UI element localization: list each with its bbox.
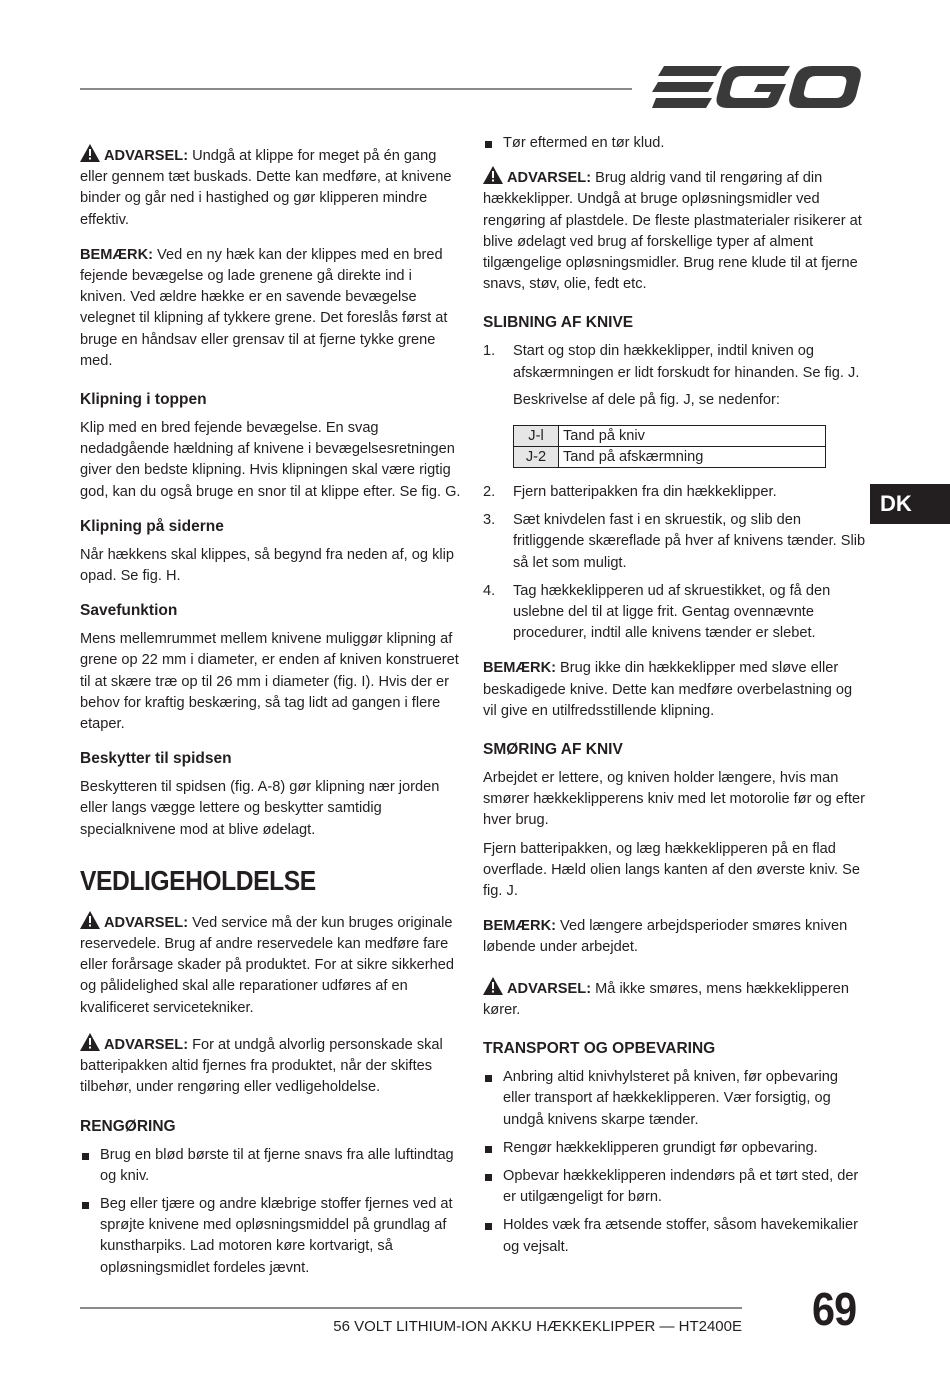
warning-icon	[483, 977, 503, 995]
step-text: Sæt knivdelen fast i en skruestik, og slib den fritliggende skæreflade på hver af knivens tænder. Slib så let som muligt.	[513, 512, 866, 571]
warning-text: Ved service må der kun bruges originale reservedele. Brug af andre reservedele kan medføre fare eller forårsage skader på produktet. For at sikre sikkerhed og pålidelighed skal alle reparationer udføres af en kvalificeret servicetekniker.	[80, 914, 454, 1016]
step-subtext: Beskrivelse af dele på fig. J, se nedenfor:	[513, 391, 780, 408]
part-code: J-2	[514, 447, 559, 468]
left-column	[80, 144, 462, 1293]
warning-label: ADVARSEL:	[104, 148, 189, 164]
transport-list	[483, 1067, 868, 1258]
note-label: BEMÆRK:	[483, 660, 556, 677]
text-saw-function: Mens mellemrummet mellem knivene muliggør klipning af grene op 22 mm i diameter, er enden af kniven konstrueret til at skære træ op til 26 mm i diameter (fig. I). Hvis der er behov for kraftig beskæring, så tag lidt ad gangen i flere etaper.	[80, 631, 459, 733]
warning-label: ADVARSEL:	[104, 1036, 189, 1053]
step-item	[483, 581, 868, 645]
step-number: 4.	[483, 582, 496, 599]
list-item: Beg eller tjære og andre klæbrige stoffer fjernes ved at sprøjte knivene med opløsningsmiddel på grundlag af kunstharpiks. Lad motoren køre kortvarigt, så opløsningsmidlet fordeles jævnt.	[80, 1194, 462, 1279]
sharpening-steps-cont	[483, 482, 868, 644]
step-number: 2.	[483, 484, 496, 501]
page-number: 69	[812, 1283, 857, 1335]
text-side-cutting: Når hækkens skal klippes, så begynd fra neden af, og klip opad. Se fig. H.	[80, 546, 454, 585]
heading-side-cutting: Klipning på siderne	[80, 517, 224, 535]
language-tab: DK	[870, 484, 950, 524]
step-text: Start og stop din hækkeklipper, indtil kniven og afskærmningen er lidt forskudt for hinanden. Se fig. J.	[513, 343, 860, 381]
warning-battery	[80, 1033, 462, 1099]
warning-text: Undgå at klippe for meget på én gang eller gennem tæt buskads. Dette kan medføre, at knivene binder og går ned i hastighed og gør klipperen mindre effektiv.	[80, 148, 452, 228]
note-dull-blades	[483, 658, 868, 722]
part-description: Tand på kniv	[559, 426, 826, 447]
sharpening-steps	[483, 341, 868, 411]
warning-label: ADVARSEL:	[104, 914, 189, 931]
ego-logo	[650, 62, 862, 114]
note-text: Ved en ny hæk kan der klippes med en bred fejende bevægelse og lade grenene gå direkte ind i kniven. Ved ældre hække er en savende bevægelse velegnet til klipning af tykkere grene. Det foreslås først at bruge en håndsav eller grensav til at fjerne tykke grene med.	[80, 246, 448, 369]
note-label: BEMÆRK:	[80, 246, 153, 263]
warning-text: Brug aldrig vand til rengøring af din hækkeklipper. Undgå at bruge opløsningsmidler ved rengøring af plastdele. De fleste plastmaterialer risikerer at blive ødelagt ved brug af forskellige typer af alment tilgængelige opløsningsmidler. Brug rene klude til at fjerne snavs, støv, olie, fedt etc.	[483, 170, 862, 293]
warning-text: Må ikke smøres, mens hækkeklipperen kører.	[483, 980, 849, 1018]
parts-table	[513, 425, 826, 468]
warning-no-water	[483, 166, 868, 295]
heading-saw-function: Savefunktion	[80, 602, 178, 620]
warning-no-lube-running	[483, 977, 868, 1021]
part-description: Tand på afskærmning	[559, 447, 826, 468]
warning-overcut	[80, 144, 462, 231]
note-label: BEMÆRK:	[483, 918, 556, 935]
warning-text: For at undgå alvorlig personskade skal batteripakken altid fjernes fra produktet, når der skiftes tilbehør, under rengøring eller vedligeholdelse.	[80, 1036, 443, 1096]
list-item: Tør eftermed en tør klud.	[483, 133, 868, 154]
table-row	[514, 426, 826, 447]
heading-tip-protector: Beskytter til spidsen	[80, 750, 232, 768]
list-item: Holdes væk fra ætsende stoffer, såsom havekemikalier og vejsalt.	[483, 1215, 868, 1257]
part-code: J-l	[514, 426, 559, 447]
warning-icon	[80, 911, 100, 929]
table-row	[514, 447, 826, 468]
note-new-hedge	[80, 245, 462, 372]
heading-top-cutting: Klipning i toppen	[80, 391, 207, 409]
step-item	[483, 341, 868, 411]
warning-icon	[80, 144, 100, 162]
list-item: Anbring altid knivhylsteret på kniven, før opbevaring eller transport af hækkeklipperen. Vær forsigtig, og undgå knivens skarpe tænder.	[483, 1067, 868, 1131]
heading-transport: TRANSPORT OG OPBEVARING	[483, 1040, 716, 1058]
step-number: 3.	[483, 512, 496, 529]
text-lubrication-1: Arbejdet er lettere, og kniven holder længere, hvis man smører hækkeklipperens kniv med let motorolie før og efter hver brug.	[483, 770, 866, 829]
text-tip-protector: Beskytteren til spidsen (fig. A-8) gør klipning nær jorden eller langs vægge lettere og beskytter samtidig specialknivene mod at blive ødelagt.	[80, 779, 440, 838]
heading-maintenance: VEDLIGEHOLDELSE	[80, 864, 316, 896]
step-text: Tag hækkeklipperen ud af skruestikket, og få den uslebne del til at ligge frit. Gentag ovennævnte procedurer, indtil alle knivens tænder er slebet.	[513, 582, 831, 642]
warning-spare-parts	[80, 911, 462, 1019]
right-column	[483, 133, 868, 1272]
dry-list	[483, 133, 868, 154]
text-top-cutting: Klip med en bred fejende bevægelse. En svag nedadgående hældning af knivene i bevægelsesretningen giver den bedste klipning. Hvis klipningen skal være rigtig god, kan du også bruge en snor til at klippe efter. Se fig. G.	[80, 420, 461, 500]
list-item: Rengør hækkeklipperen grundigt før opbevaring.	[483, 1138, 868, 1159]
heading-lubrication: SMØRING AF KNIV	[483, 741, 623, 759]
cleaning-list	[80, 1145, 462, 1279]
list-item: Brug en blød børste til at fjerne snavs fra alle luftindtag og kniv.	[80, 1145, 462, 1187]
step-item	[483, 482, 868, 503]
warning-label: ADVARSEL:	[507, 170, 592, 187]
heading-sharpening: SLIBNING AF KNIVE	[483, 314, 634, 332]
text-lubrication-2: Fjern batteripakken, og læg hækkeklipperen på en flad overflade. Hæld olien langs kanten af den øverste kniv. Se fig. J.	[483, 840, 860, 900]
step-number: 1.	[483, 343, 496, 360]
footer-product-title: 56 VOLT LITHIUM-ION AKKU HÆKKEKLIPPER — HT2400E	[333, 1318, 742, 1335]
step-item	[483, 510, 868, 574]
note-long-work	[483, 916, 868, 958]
list-item: Opbevar hækkeklipperen indendørs på et tørt sted, der er utilgængeligt for børn.	[483, 1166, 868, 1208]
note-text: Ved længere arbejdsperioder smøres kniven løbende under arbejdet.	[483, 918, 848, 956]
note-text: Brug ikke din hækkeklipper med sløve eller beskadigede knive. Dette kan medføre overbelastning og vil give en utilfredsstillende klipning.	[483, 660, 853, 719]
warning-icon	[80, 1033, 100, 1051]
step-text: Fjern batteripakken fra din hækkeklipper.	[513, 484, 777, 501]
heading-cleaning: RENGØRING	[80, 1117, 176, 1135]
warning-label: ADVARSEL:	[507, 980, 592, 997]
warning-icon	[483, 166, 503, 184]
footer-rule	[80, 1307, 742, 1309]
header-rule	[80, 88, 632, 90]
